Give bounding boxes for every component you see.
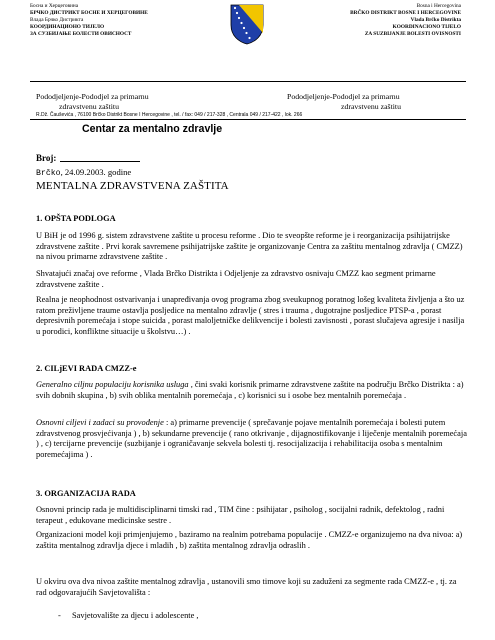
section-2-paragraph-2 (36, 418, 468, 460)
address-divider (30, 119, 466, 120)
header-divider (30, 81, 466, 82)
dept-right (287, 92, 401, 112)
date-line (36, 167, 131, 178)
section-1-paragraph-2: Shvatajući značaj ove reforme , Vlada Brčko Distrikta i Odjeljenje za zdravstvo osnivaju CMZZ kao segment primarne zdravstvene zaštite . (36, 269, 436, 289)
document-title: MENTALNA ZDRAVSTVENA ZAŠTITA (36, 180, 229, 192)
section-1-paragraph-3: Realna je neophodnost ostvarivanja i unapređivanja ovog programa zbog sveukupnog poratnog lošeg kvaliteta življenja a što uz ratom preživljene traume ostavlja posljedice na mentalno zdravlje ( stres i trauma , dugotrajne posljedice PTSP-a , porast depresivnih poremećaja i stope suicida , porast maloljetničke delikvencije i bolesti zavisnosti , porast slučajeva agresije i nasilja u porodici, konfliktne situacije u školstvu…) . (36, 295, 465, 336)
list-item-dash: - (58, 611, 61, 620)
section-2-paragraph-1 (36, 380, 468, 401)
section-2-paragraph-1-text: , čini svaki korisnik primarne zdravstvene zaštite na području Brčko Distrikta : a) svih dobnih skupina , b) svih oblika mentalnih poremećaja , c) korisnici su i osobe bez mentalnih poremećaja . (36, 380, 464, 400)
section-1-paragraph-1: U BiH je od 1996 g. sistem zdravstvene zaštite u procesu reforme . Dio te sveopšte reforme je i reorganizacija psihijatrijske zdravstvene zaštite . Prvi korak savremene psihijatrijske zaštite je organizovanje Centra za zaštitu mentalnog zdravlja ( CMZZ) na nivou primarne zdravstvene zaštite . (36, 231, 463, 262)
header-right-purpose: ZA SUZBIJANJE BOLESTI OVISNOSTI (364, 31, 461, 37)
header-right-block (286, 3, 461, 38)
dept-left (36, 92, 149, 112)
section-2-heading: 2. CILjEVI RADA CMZZ-e (36, 364, 137, 373)
dept-right-line1: Pododjeljenje-Pododjel za primarnu (287, 92, 400, 101)
header-left-body: КООРДИНАЦИОНО ТИЈЕЛО (30, 24, 105, 30)
dept-left-line1: Pododjeljenje-Pododjel za primarnu (36, 92, 149, 101)
centre-name: Centar za mentalno zdravlje (82, 123, 223, 135)
header-left-purpose: ЗА СУЗБИЈАЊЕ БОЛЕСТИ ОВИСНОСТ (30, 31, 132, 37)
header-left-block (30, 3, 205, 38)
section-3-paragraph-2: Organizacioni model koji primjenjujemo , baziramo na realnim potrebama populacije . CMZZ-e organizujemo na dva nivoa: a) zaštita mentalnog zdravlja djece i mladih , b) zaštita mentalnog zdravlja odraslih . (36, 530, 463, 550)
header-right-district: BRČKO DISTRIKT BOSNE I HERCEGOVINE (350, 10, 461, 16)
list-item-text: Savjetovalište za djecu i adolescente , (72, 611, 199, 620)
date-city: Brčko (36, 169, 61, 178)
section-2-paragraph-1-italic: Generalno ciljnu populaciju korisnika usluga (36, 380, 189, 389)
number-field (36, 153, 140, 163)
bih-coat-of-arms-icon (229, 3, 265, 45)
list-item (58, 611, 199, 620)
section-3-paragraph-1: Osnovni princip rada je multidisciplinarni timski rad , TIM čine : psihijatar , psiholog , socijalni radnik, defektolog , radni terapeut , edukovane medicinske sestre . (36, 505, 445, 525)
section-3-paragraph-3: U okviru ova dva nivoa zaštite mentalnog zdravlja , ustanovili smo timove koji su zaduženi za segmente rada CMZZ-e , tj. za rad odgovarajućih Savjetovališta : (36, 577, 457, 597)
header-right-government: Vlada Brčko Distrikta (410, 17, 461, 23)
dept-right-line2: zdravstvenu zaštitu (341, 102, 401, 111)
section-2-paragraph-2-text: : a) primarne prevencije ( sprečavanje pojave mentalnih poremećaja i bolesti putem zdravstvenog prosvjećivanja ) , b) sekundarne prevencije ( rano otkrivanje , dijagnostifikovanje i liječenje mentalnih poremećaja ) , c) tercijarne prevencije (suzbijanje i ograničavanje sekvela bolesti tj. resocijalizacija i rehabilitacija osoba s mentalnim poremećajima ) . (36, 418, 467, 459)
number-blank-line (60, 161, 140, 162)
header-left-district: БРЧКО ДИСТРИКТ БОСНЕ И ХЕРЦЕГОВИНЕ (30, 10, 148, 16)
header-left-government: Влада Брчко Дистрикта (30, 17, 84, 23)
header-right-body: KOORDINACIONO TIJELO (392, 24, 461, 30)
date-text: , 24.09.2003. godine (60, 167, 132, 177)
header-left-country: Босна и Херцеговина (30, 3, 79, 9)
section-3-heading: 3. ORGANIZACIJA RADA (36, 489, 136, 498)
address-line: R.Dž. Čauševića , 76100 Brčko Distrikt Bosne I Hercegovine , tel. / fax: 049 / 217-328 , Centrala 049 / 217-422 , lok. 266 (36, 112, 303, 118)
number-label: Broj: (36, 153, 57, 163)
section-2-paragraph-2-italic: Osnovni ciljevi i zadaci su provođenje (36, 418, 164, 427)
header-right-country: Bosna i Hercegovina (416, 3, 461, 9)
section-1-heading: 1. OPŠTA PODLOGA (36, 214, 116, 223)
dept-left-line2: zdravstvenu zaštitu (59, 102, 119, 111)
